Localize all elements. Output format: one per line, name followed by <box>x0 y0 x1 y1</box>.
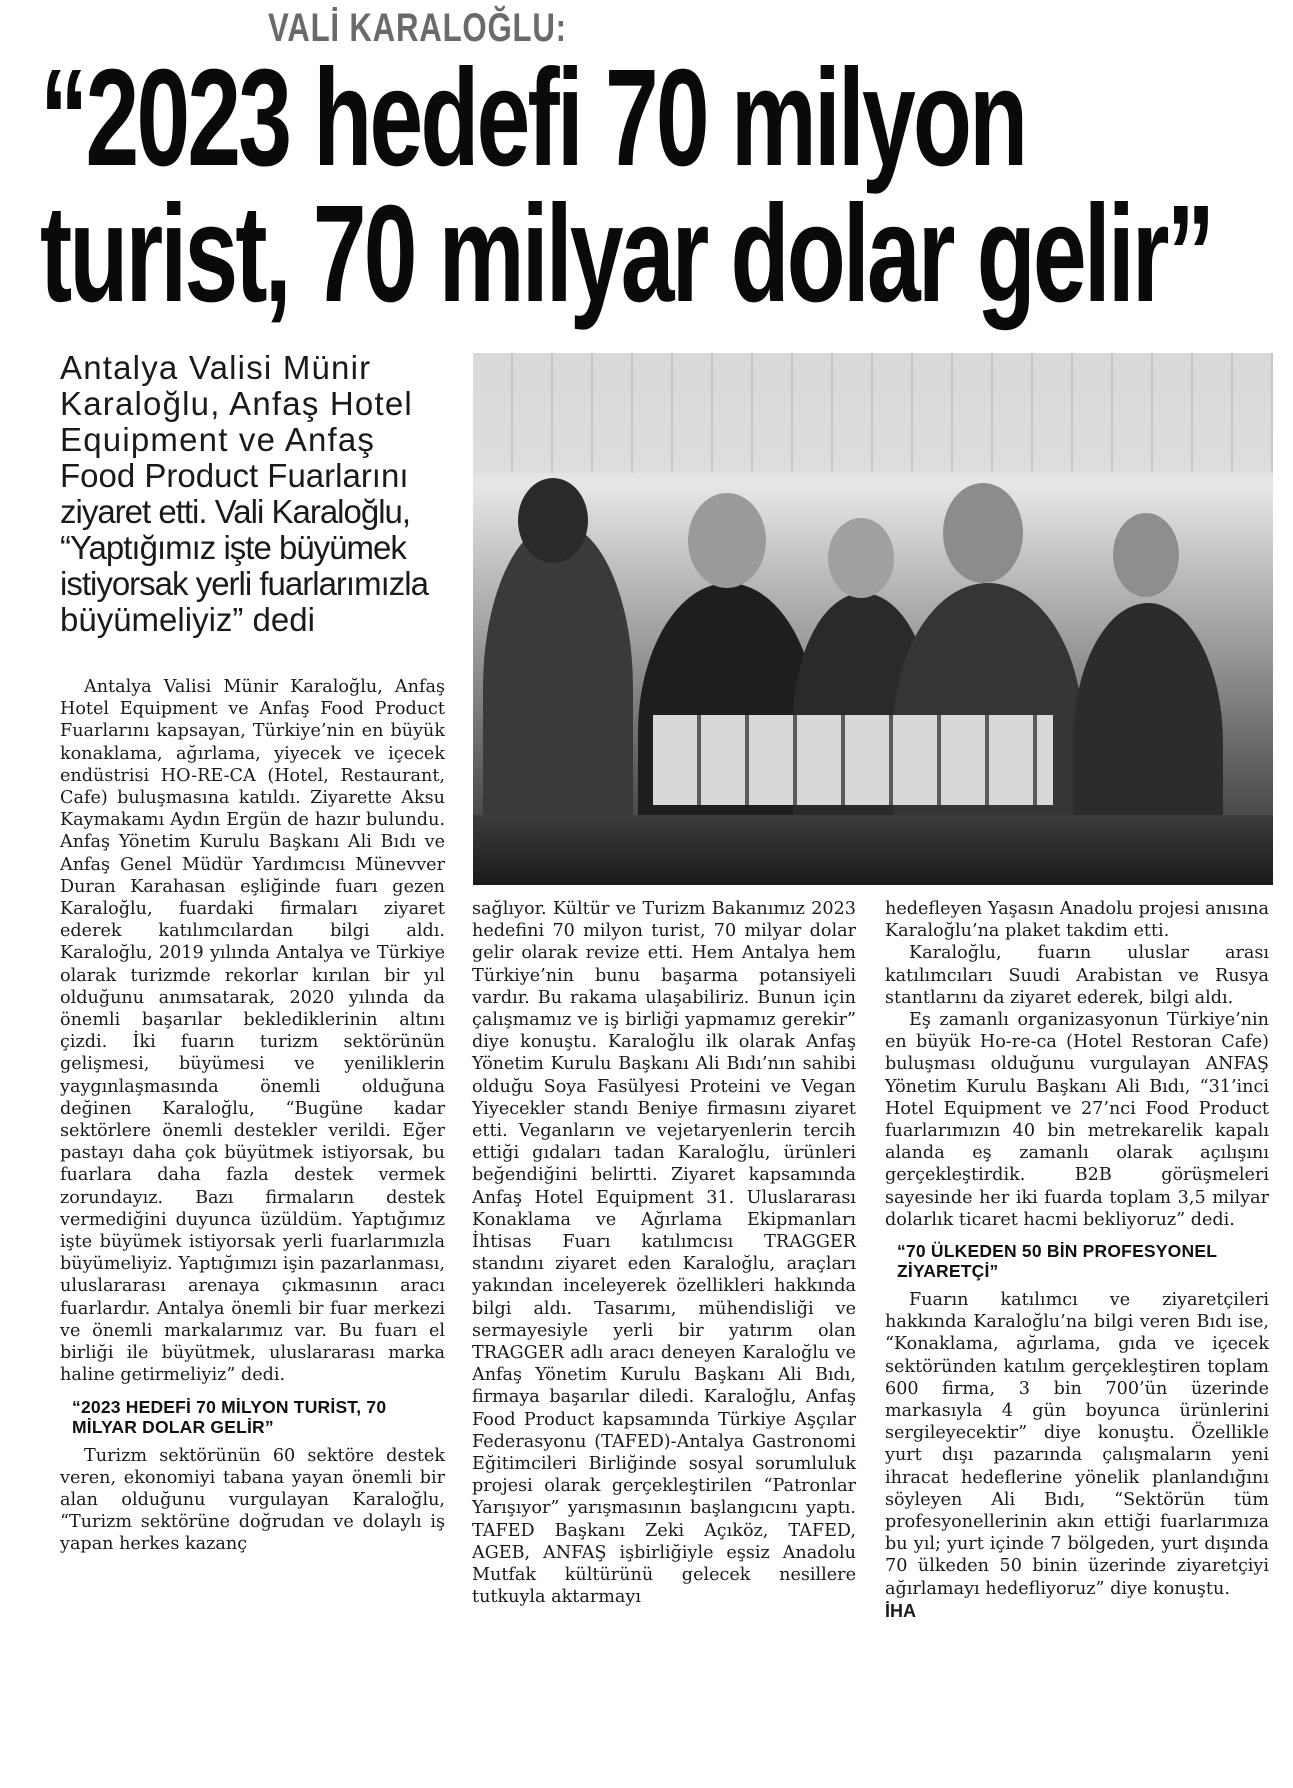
paragraph: hedefleyen Yaşasın Anadolu projesi anısına Karaloğlu’na plaket takdim etti. <box>885 899 1269 942</box>
paragraph: Turizm sektörünün 60 sektöre destek veren, ekonomiyi tabana yayan önemli bir alan olduğunu vurgulayan Karaloğlu, “Turizm sektörüne doğrudan ve dolaylı iş yapan herkes kazanç <box>60 1445 445 1555</box>
lead-line: istiyorsak yerli fuarlarımızla <box>60 565 428 602</box>
lead-line: Equipment ve Anfaş <box>60 421 376 458</box>
photo-head <box>828 518 894 598</box>
photo-head <box>688 493 766 588</box>
article-headline <box>40 41 1213 331</box>
headline-line-2: turist, 70 milyar dolar gelir” <box>40 177 1213 331</box>
article-column-1 <box>60 676 445 1556</box>
lead-line: Antalya Valisi Münir <box>60 349 372 386</box>
photo-head <box>943 483 1023 583</box>
photo-ceiling <box>473 353 1273 473</box>
article-photo <box>473 353 1273 885</box>
subheading: “70 ÜLKEDEN 50 BİN PROFESYONEL ZİYARETÇİ” <box>897 1241 1217 1282</box>
subheading: “2023 HEDEFİ 70 MİLYON TURİST, 70 MİLYAR DOLAR GELİR” <box>72 1396 387 1437</box>
photo-product-boxes <box>653 715 1053 805</box>
article-column-3 <box>885 898 1269 1622</box>
lead-line: Food Product Fuarlarını <box>60 457 409 494</box>
signature: İHA <box>885 1600 916 1621</box>
photo-head <box>518 478 588 563</box>
lead-line: ziyaret etti. Vali Karaloğlu, <box>60 493 411 530</box>
paragraph: sağlıyor. Kültür ve Turizm Bakanımız 2023 hedefini 70 milyon turist, 70 milyar dolar gelir olarak revize etti. Hem Antalya hem Türkiye’nin bunu başarma potansiyeli vardır. Bu rakama ulaşabiliriz. Bunun için çalışmamız ve iş birliği yapmamız gerekir” diye konuştu. Karaloğlu ilk olarak Anfaş Yönetim Kurulu Başkanı Ali Bıdı’nın sahibi olduğu Soya Fasülyesi Proteini ve Vegan Yiyecekler standı Beniye firmasını ziyaret etti. Veganların ve vejetaryenlerin tercih ettiği gıdaları tadan Karaloğlu, ürünleri beğendiğini belirtti. Ziyaret kapsamında Anfaş Hotel Equipment 31. Uluslararası Konaklama ve Ağırlama Ekipmanları İhtisas Fuarı katılımcısı TRAGGER standını ziyaret eden Karaloğlu, araçları yakından inceleyerek özellikleri hakkında bilgi aldı. Tasarımı, mühendisliği ve sermayesiyle yerli bir yatırım olan TRAGGER adlı aracı deneyen Karaloğlu ve Anfaş Yönetim Kurulu Başkanı Ali Bıdı, firmaya başarılar diledi. Karaloğlu, Anfaş Food Product kapsamında Türkiye Aşçılar Federasyonu (TAFED)-Antalya Gastronomi Eğitimcileri Birliğinde sosyal sorumluluk projesi olarak gerçekleştirilen “Patronlar Yarışıyor” yarışmasının başlangıcını yaptı. TAFED Başkanı Zeki Açıköz, TAFED, AGEB, ANFAŞ işbirliğiyle eşsiz Anadolu Mutfak kültürünü gelecek nesillere tutkuyla aktarmayı <box>472 899 856 1608</box>
photo-counter <box>473 815 1273 885</box>
headline-line-1: “2023 hedefi 70 milyon <box>40 41 1026 195</box>
paragraph: Eş zamanlı organizasyonun Türkiye’nin en büyük Ho-re-ca (Hotel Restoran Cafe) buluşması olduğunu vurgulayan ANFAŞ Yönetim Kurulu Başkanı Ali Bıdı, “31’inci Hotel Equipment ve 27’nci Food Product fuarlarımızın 40 bin metrekarelik kapalı alanda eş zamanlı olarak açılışını gerçekleştirdik. B2B görüşmeleri sayesinde her iki fuarda toplam 3,5 milyar dolarlık ticaret hacmi bekliyoruz” dedi. <box>885 1010 1269 1230</box>
paragraph: Antalya Valisi Münir Karaloğlu, Anfaş Hotel Equipment ve Anfaş Food Product Fuarlarını kapsayan, Türkiye’nin en büyük konaklama, ağırlama, yiyecek ve içecek endüstrisi HO-RE-CA (Hotel, Restaurant, Cafe) buluşmasına katıldı. Ziyarette Aksu Kaymakamı Aydın Ergün de hazır bulundu. Anfaş Yönetim Kurulu Başkanı Ali Bıdı ve Anfaş Genel Müdür Yardımcısı Münevver Duran Karahasan eşliğinde fuarı gezen Karaloğlu, fuardaki firmaları ziyaret ederek katılımcılardan bilgi aldı. Karaloğlu, 2019 yılında Antalya ve Türkiye olarak turizmde rekorlar kırılan bir yıl olduğunu anımsatarak, 2020 yılında da önemli başarılar beklediklerinin altını çizdi. İki fuarın turizm sektörünün gelişmesi, büyümesi ve yeniliklerin yaygınlaşmasında önemli olduğuna değinen Karaloğlu, “Bugüne kadar sektörlere önemli destekler verildi. Eğer pastayı daha çok büyütmek istiyorsak, bu fuarlara daha fazla destek vermek zorundayız. Bazı firmaların destek vermediğini duyunca üzüldüm. Yaptığımız işte büyümek istiyorsak yerli fuarlarımızla büyümeliyiz. Yaptığımızı işin pazarlanması, uluslararası arenaya çıkmasının aracı fuarlardır. Antalya önemli bir fuar merkezi ve önemli markalarımız var. Bu fuarı el birliği ile büyütmek, uluslararası marka haline getirmeliyiz” dedi. <box>60 677 445 1386</box>
article-kicker: VALİ KARALOĞLU: <box>268 6 567 50</box>
lead-line: “Yaptığımız işte büyümek <box>60 529 406 566</box>
photo-person <box>483 523 633 853</box>
article-column-2 <box>472 898 856 1609</box>
paragraph: Fuarın katılımcı ve ziyaretçileri hakkında Karaloğlu’na bilgi veren Bıdı ise, “Konaklama, ağırlama, gıda ve içecek sektöründen katılım gerçekleştiren toplam 600 firma, 3 bin 700’ün üzerinde markasıyla 4 gün boyunca ürünlerini sergileyecektir” diye konuştu. Özellikle yurt dışı pazarında çalışmaların yeni ihracat hedeflerine yönelik planlandığını söyleyen Ali Bıdı, “Sektörün tüm profesyonellerinin akın ettiği fuarlarımıza bu yıl; yurt içinde 7 bölgeden, yurt dışında 70 ülkeden 50 binin üzerinde ziyaretçiyi ağırlamayı hedefliyoruz” diye konuştu. <box>885 1290 1269 1599</box>
lead-line: büyümeliyiz” dedi <box>60 601 315 638</box>
lead-line: Karaloğlu, Anfaş Hotel <box>60 385 413 422</box>
photo-head <box>1113 513 1179 597</box>
article-lead <box>60 350 460 638</box>
paragraph: Karaloğlu, fuarın uluslar arası katılımcıları Suudi Arabistan ve Rusya stantlarını da ziyaret ederek, bilgi aldı. <box>885 943 1269 1008</box>
